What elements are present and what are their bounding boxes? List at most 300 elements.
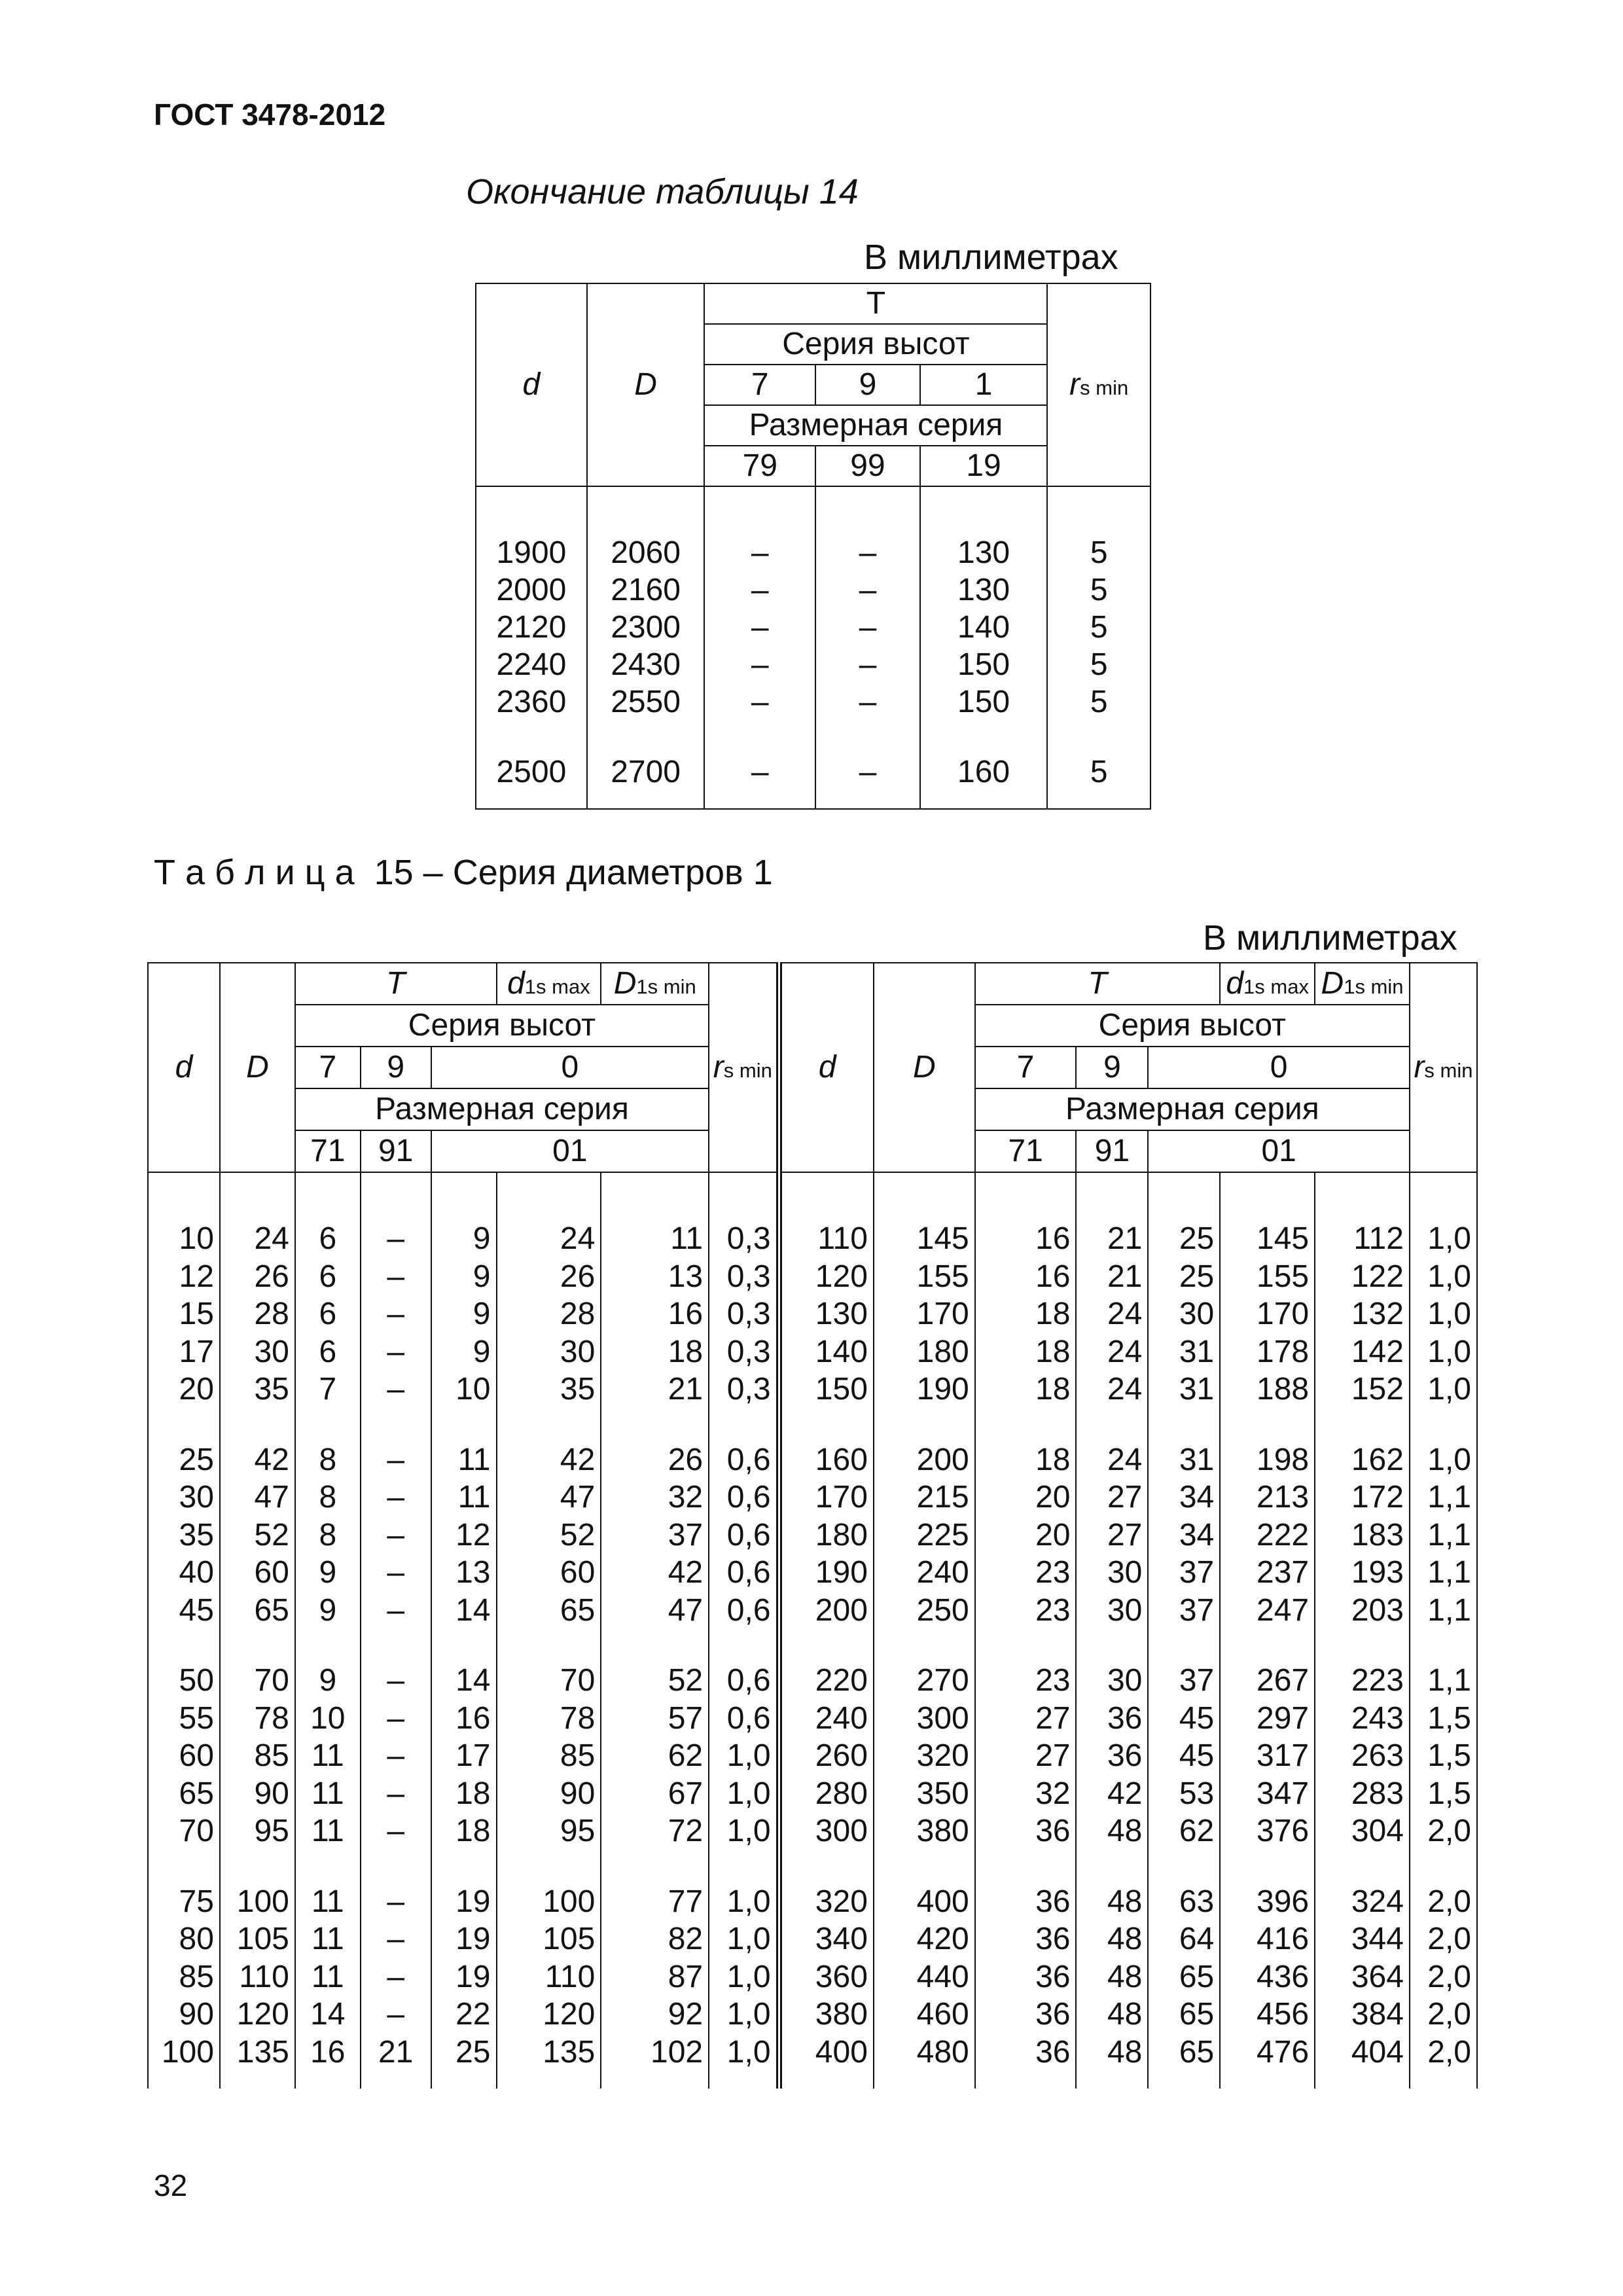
cell-value: 267 <box>1257 1663 1310 1698</box>
cell-value: 476 <box>1257 2034 1310 2070</box>
cell-value: 11 <box>457 1480 491 1515</box>
col-d-left <box>148 1172 220 2089</box>
cell-value: 122 <box>1351 1259 1404 1294</box>
cell-value: 140 <box>815 1334 868 1369</box>
cell-value: 1,0 <box>726 1959 771 1994</box>
cell-value: 85 <box>254 1738 289 1773</box>
cell-value: 21 <box>668 1372 704 1407</box>
cell-value: 27 <box>1035 1700 1071 1736</box>
cell-value: – <box>387 1221 405 1256</box>
cell-value: 350 <box>916 1776 969 1811</box>
cell-value: 1,5 <box>1427 1738 1471 1773</box>
header-r: rs min <box>1047 283 1150 486</box>
col-79 <box>704 486 815 809</box>
cell-value: 283 <box>1351 1776 1404 1811</box>
cell-value: 82 <box>668 1922 704 1956</box>
cell-value: 170 <box>916 1297 969 1331</box>
cell-value: – <box>387 1884 405 1919</box>
cell-value: 120 <box>236 1997 289 2032</box>
cell-value: – <box>387 1517 405 1552</box>
cell-value: 11 <box>311 1814 344 1848</box>
cell-value: 260 <box>815 1738 868 1773</box>
cell-value: 456 <box>1257 1997 1310 2032</box>
cell-value: 172 <box>1351 1480 1404 1515</box>
cell-value: 0,3 <box>726 1259 771 1294</box>
cell-value: 36 <box>1035 1959 1071 1994</box>
cell-value: 21 <box>378 2034 414 2070</box>
cell-value: 9 <box>473 1334 491 1369</box>
cell-value: 400 <box>916 1884 969 1919</box>
cell-value: 152 <box>1351 1372 1404 1407</box>
table-14 <box>475 283 1151 810</box>
cell-value: 5 <box>1090 573 1108 607</box>
cell-value: 0,6 <box>726 1480 771 1515</box>
col-t01-right <box>1148 1172 1220 2089</box>
cell-value: 183 <box>1351 1517 1404 1552</box>
cell-value: 16 <box>1035 1259 1071 1294</box>
cell-value: 150 <box>957 685 1010 719</box>
cell-value: 20 <box>1035 1517 1071 1552</box>
cell-value: – <box>387 1259 405 1294</box>
cell-value: 36 <box>1035 1997 1071 2032</box>
cell-value: 193 <box>1351 1555 1404 1590</box>
cell-value: 247 <box>1257 1592 1310 1628</box>
cell-value: 160 <box>957 755 1010 789</box>
cell-value: 52 <box>560 1517 596 1552</box>
cell-value: – <box>387 1700 405 1736</box>
cell-value: 120 <box>543 1997 596 2032</box>
cell-value: 55 <box>179 1700 214 1736</box>
cell-value: 70 <box>179 1814 214 1848</box>
cell-value: 213 <box>1257 1480 1310 1515</box>
cell-value: 1,5 <box>1427 1700 1471 1736</box>
cell-value: 140 <box>957 610 1010 645</box>
cell-value: 460 <box>916 1997 969 2032</box>
cell-value: 22 <box>455 1997 491 2032</box>
cell-value: 416 <box>1257 1922 1310 1956</box>
cell-value: 344 <box>1351 1922 1404 1956</box>
cell-value: 380 <box>815 1997 868 2032</box>
col-t91-right <box>1076 1172 1148 2089</box>
cell-value: – <box>859 535 877 570</box>
cell-value: 2700 <box>611 755 681 789</box>
cell-value: 30 <box>1179 1297 1215 1331</box>
cell-value: 30 <box>254 1334 289 1369</box>
cell-value: 27 <box>1035 1738 1071 1773</box>
cell-value: 36 <box>1035 1884 1071 1919</box>
cell-value: – <box>859 685 877 719</box>
cell-value: 0,6 <box>726 1663 771 1698</box>
cell-value: 5 <box>1090 610 1108 645</box>
cell-value: 10 <box>179 1221 214 1256</box>
cell-value: 6 <box>319 1221 337 1256</box>
cell-value: 32 <box>1035 1776 1071 1811</box>
cell-value: 11 <box>311 1776 344 1811</box>
cell-value: 188 <box>1257 1372 1310 1407</box>
cell-value: 384 <box>1351 1997 1404 2032</box>
cell-value: 85 <box>560 1738 596 1773</box>
table15-caption: Т а б л и ц а 15 – Серия диаметров 1 <box>154 853 773 892</box>
cell-value: 100 <box>161 2034 214 2070</box>
cell-value: 0,3 <box>726 1221 771 1256</box>
col-r-left <box>709 1172 779 2089</box>
cell-value: 120 <box>815 1259 868 1294</box>
cell-value: 198 <box>1257 1442 1310 1477</box>
cell-value: 105 <box>236 1922 289 1956</box>
cell-value: 57 <box>668 1700 704 1736</box>
cell-value: 2,0 <box>1427 1959 1471 1994</box>
cell-value: 14 <box>455 1663 491 1698</box>
cell-value: 40 <box>179 1555 214 1590</box>
cell-value: 145 <box>1257 1221 1310 1256</box>
cell-value: – <box>751 647 769 682</box>
cell-value: 105 <box>543 1922 596 1956</box>
cell-value: 95 <box>560 1814 596 1848</box>
cell-value: 25 <box>1179 1221 1215 1256</box>
cell-value: 19 <box>455 1884 491 1919</box>
cell-value: 178 <box>1257 1334 1310 1369</box>
header-hs-1: 7 <box>704 365 815 405</box>
cell-value: 24 <box>560 1221 596 1256</box>
cell-value: 12 <box>179 1259 214 1294</box>
cell-value: 48 <box>1107 1814 1143 1848</box>
header-dim-series-right: Размерная серия <box>975 1088 1410 1130</box>
cell-value: 0,6 <box>726 1700 771 1736</box>
col-d1-right <box>1220 1172 1315 2089</box>
cell-value: 34 <box>1179 1517 1215 1552</box>
cell-value: 23 <box>1035 1592 1071 1628</box>
header-T-left: T <box>295 963 497 1005</box>
header-ds-1: 79 <box>704 446 815 486</box>
cell-value: 110 <box>239 1959 289 1994</box>
cell-value: 480 <box>916 2034 969 2070</box>
cell-value: 14 <box>310 1997 346 2032</box>
cell-value: 1,1 <box>1427 1555 1471 1590</box>
header-hs-2: 9 <box>815 365 920 405</box>
cell-value: 13 <box>455 1555 491 1590</box>
cell-value: 1,0 <box>726 1814 771 1848</box>
cell-value: 64 <box>1179 1922 1215 1956</box>
cell-value: 23 <box>1035 1555 1071 1590</box>
header-hs-0-right: 0 <box>1148 1047 1410 1088</box>
cell-value: 45 <box>1179 1738 1215 1773</box>
cell-value: 18 <box>1035 1372 1071 1407</box>
cell-value: 47 <box>254 1480 289 1515</box>
cell-value: 23 <box>1035 1663 1071 1698</box>
cell-value: 26 <box>560 1259 596 1294</box>
header-r-left: rs min <box>709 963 779 1172</box>
cell-value: 50 <box>179 1663 214 1698</box>
cell-value: 130 <box>957 573 1010 607</box>
col-t71-left <box>295 1172 361 2089</box>
cell-value: 34 <box>1179 1480 1215 1515</box>
cell-value: 35 <box>179 1517 214 1552</box>
cell-value: 1,0 <box>1427 1297 1471 1331</box>
header-ds-91-left: 91 <box>361 1130 431 1172</box>
cell-value: 145 <box>916 1221 969 1256</box>
cell-value: – <box>751 573 769 607</box>
cell-value: 62 <box>1179 1814 1215 1848</box>
header-dim-series: Размерная серия <box>704 405 1047 446</box>
cell-value: 37 <box>1179 1592 1215 1628</box>
cell-value: 190 <box>916 1372 969 1407</box>
cell-value: – <box>387 1959 405 1994</box>
header-d: d <box>476 283 587 486</box>
cell-value: 70 <box>560 1663 596 1698</box>
cell-value: 8 <box>319 1442 337 1477</box>
cell-value: 28 <box>560 1297 596 1331</box>
cell-value: 7 <box>319 1372 337 1407</box>
cell-value: 18 <box>1035 1297 1071 1331</box>
cell-value: 304 <box>1351 1814 1404 1848</box>
header-hs-9-right: 9 <box>1076 1047 1148 1088</box>
col-t91-left <box>361 1172 431 2089</box>
cell-value: – <box>751 610 769 645</box>
cell-value: 420 <box>916 1922 969 1956</box>
cell-value: 65 <box>1179 2034 1215 2070</box>
header-ds-01-right: 01 <box>1148 1130 1410 1172</box>
cell-value: 324 <box>1351 1884 1404 1919</box>
cell-value: 48 <box>1107 2034 1143 2070</box>
cell-value: 24 <box>1107 1442 1143 1477</box>
header-dim-series-left: Размерная серия <box>295 1088 709 1130</box>
cell-value: – <box>859 647 877 682</box>
cell-value: 27 <box>1107 1517 1143 1552</box>
cell-value: 37 <box>668 1517 704 1552</box>
header-hs-3: 1 <box>920 365 1048 405</box>
cell-value: – <box>387 1297 405 1331</box>
cell-value: 9 <box>473 1221 491 1256</box>
cell-value: 25 <box>1179 1259 1215 1294</box>
cell-value: 376 <box>1257 1814 1310 1848</box>
header-ds-71-left: 71 <box>295 1130 361 1172</box>
cell-value: 8 <box>319 1517 337 1552</box>
header-D-left: D <box>220 963 295 1172</box>
cell-value: – <box>859 610 877 645</box>
cell-value: 436 <box>1257 1959 1310 1994</box>
cell-value: 25 <box>455 2034 491 2070</box>
cell-value: 100 <box>236 1884 289 1919</box>
header-d1-left: d1s max <box>497 963 601 1005</box>
cell-value: 87 <box>668 1959 704 1994</box>
cell-value: 2,0 <box>1427 1884 1471 1919</box>
cell-value: 0,6 <box>726 1555 771 1590</box>
cell-value: 19 <box>455 1959 491 1994</box>
cell-value: – <box>387 1442 405 1477</box>
header-hs-9-left: 9 <box>361 1047 431 1088</box>
cell-value: 26 <box>254 1259 289 1294</box>
cell-value: 360 <box>815 1959 868 1994</box>
cell-value: 9 <box>473 1259 491 1294</box>
cell-value: 150 <box>957 647 1010 682</box>
cell-value: 16 <box>1035 1221 1071 1256</box>
cell-value: 1,0 <box>1427 1334 1471 1369</box>
cell-value: 28 <box>254 1297 289 1331</box>
cell-value: 10 <box>310 1700 346 1736</box>
cell-value: 42 <box>1107 1776 1143 1811</box>
cell-value: 12 <box>455 1517 491 1552</box>
cell-value: 25 <box>179 1442 214 1477</box>
cell-value: 300 <box>916 1700 969 1736</box>
cell-value: 11 <box>670 1221 704 1256</box>
header-d1-right: d1s max <box>1220 963 1315 1005</box>
col-D-right <box>874 1172 975 2089</box>
cell-value: 1,5 <box>1427 1776 1471 1811</box>
cell-value: 1,0 <box>1427 1259 1471 1294</box>
cell-value: – <box>387 1480 405 1515</box>
cell-value: – <box>751 535 769 570</box>
header-ds-3: 19 <box>920 446 1048 486</box>
cell-value: – <box>387 1663 405 1698</box>
cell-value: 400 <box>815 2034 868 2070</box>
header-d-left: d <box>148 963 220 1172</box>
cell-value: 2430 <box>611 647 681 682</box>
cell-value: 0,6 <box>726 1592 771 1628</box>
cell-value: 6 <box>319 1259 337 1294</box>
cell-value: 18 <box>668 1334 704 1369</box>
cell-value: 0,3 <box>726 1297 771 1331</box>
cell-value: 47 <box>560 1480 596 1515</box>
cell-value: 30 <box>1107 1555 1143 1590</box>
cell-value: 5 <box>1090 685 1108 719</box>
cell-value: 2360 <box>496 685 567 719</box>
cell-value: 347 <box>1257 1776 1310 1811</box>
cell-value: 170 <box>1257 1297 1310 1331</box>
cell-value: 340 <box>815 1922 868 1956</box>
table15-units: В миллиметрах <box>1203 918 1457 958</box>
cell-value: 2300 <box>611 610 681 645</box>
cell-value: 100 <box>543 1884 596 1919</box>
cell-value: 9 <box>319 1663 337 1698</box>
document-id: ГОСТ 3478-2012 <box>154 98 386 132</box>
cell-value: 31 <box>1179 1334 1215 1369</box>
cell-value: 297 <box>1257 1700 1310 1736</box>
header-D1-right: D1s min <box>1315 963 1410 1005</box>
header-D: D <box>587 283 705 486</box>
header-D-right: D <box>874 963 975 1172</box>
cell-value: 60 <box>560 1555 596 1590</box>
cell-value: 72 <box>668 1814 704 1848</box>
cell-value: 11 <box>311 1959 344 1994</box>
cell-value: 36 <box>1107 1700 1143 1736</box>
cell-value: 90 <box>560 1776 596 1811</box>
cell-value: 1,0 <box>726 1738 771 1773</box>
cell-value: 240 <box>815 1700 868 1736</box>
cell-value: 364 <box>1351 1959 1404 1994</box>
cell-value: 215 <box>916 1480 969 1515</box>
cell-value: 1,0 <box>1427 1372 1471 1407</box>
cell-value: 2240 <box>496 647 567 682</box>
cell-value: 30 <box>179 1480 214 1515</box>
col-D-left <box>220 1172 295 2089</box>
cell-value: 60 <box>179 1738 214 1773</box>
cell-value: 2,0 <box>1427 1997 1471 2032</box>
cell-value: 180 <box>916 1334 969 1369</box>
cell-value: 223 <box>1351 1663 1404 1698</box>
table-15 <box>147 962 1478 2089</box>
cell-value: 30 <box>560 1334 596 1369</box>
cell-value: 5 <box>1090 535 1108 570</box>
cell-value: 110 <box>544 1959 596 1994</box>
cell-value: – <box>387 1738 405 1773</box>
cell-value: 11 <box>311 1738 344 1773</box>
header-hs-7-left: 7 <box>295 1047 361 1088</box>
cell-value: 65 <box>1179 1997 1215 2032</box>
cell-value: 30 <box>1107 1663 1143 1698</box>
cell-value: 1900 <box>496 535 567 570</box>
cell-value: 1,0 <box>726 2034 771 2070</box>
header-D1-left: D1s min <box>601 963 709 1005</box>
cell-value: 35 <box>254 1372 289 1407</box>
header-ds-71-right: 71 <box>975 1130 1077 1172</box>
cell-value: 8 <box>319 1480 337 1515</box>
cell-value: 155 <box>1257 1259 1310 1294</box>
header-ds-91-right: 91 <box>1076 1130 1148 1172</box>
cell-value: 380 <box>916 1814 969 1848</box>
cell-value: 36 <box>1035 2034 1071 2070</box>
cell-value: 20 <box>179 1372 214 1407</box>
cell-value: 132 <box>1351 1297 1404 1331</box>
header-d-right: d <box>779 963 874 1172</box>
cell-value: 92 <box>668 1997 704 2032</box>
cell-value: 160 <box>815 1442 868 1477</box>
cell-value: 60 <box>254 1555 289 1590</box>
cell-value: 203 <box>1351 1592 1404 1628</box>
cell-value: 36 <box>1035 1922 1071 1956</box>
cell-value: 14 <box>455 1592 491 1628</box>
col-D1-right <box>1315 1172 1410 2089</box>
cell-value: 65 <box>1179 1959 1215 1994</box>
cell-value: 37 <box>1179 1663 1215 1698</box>
col-t71-right <box>975 1172 1077 2089</box>
cell-value: 162 <box>1351 1442 1404 1477</box>
cell-value: 2160 <box>611 573 681 607</box>
header-r-right: rs min <box>1410 963 1477 1172</box>
cell-value: 11 <box>311 1884 344 1919</box>
cell-value: – <box>387 1372 405 1407</box>
cell-value: 67 <box>668 1776 704 1811</box>
cell-value: – <box>387 1997 405 2032</box>
col-t01-left <box>431 1172 497 2089</box>
cell-value: 24 <box>1107 1297 1143 1331</box>
cell-value: 13 <box>668 1259 704 1294</box>
cell-value: – <box>859 573 877 607</box>
cell-value: 45 <box>179 1592 214 1628</box>
cell-value: 0,6 <box>726 1517 771 1552</box>
cell-value: 200 <box>916 1442 969 1477</box>
cell-value: 130 <box>815 1297 868 1331</box>
cell-value: 190 <box>815 1555 868 1590</box>
cell-value: 16 <box>455 1700 491 1736</box>
cell-value: 110 <box>817 1221 868 1256</box>
cell-value: 6 <box>319 1297 337 1331</box>
cell-value: 5 <box>1090 647 1108 682</box>
cell-value: 320 <box>815 1884 868 1919</box>
cell-value: 1,0 <box>726 1997 771 2032</box>
cell-value: 52 <box>254 1517 289 1552</box>
cell-value: 280 <box>815 1776 868 1811</box>
cell-value: 10 <box>455 1372 491 1407</box>
header-height-series-right: Серия высот <box>975 1005 1410 1047</box>
cell-value: 0,3 <box>726 1372 771 1407</box>
col-d <box>476 486 587 809</box>
cell-value: 47 <box>668 1592 704 1628</box>
cell-value: 243 <box>1351 1700 1404 1736</box>
cell-value: 0,3 <box>726 1334 771 1369</box>
col-d-right <box>779 1172 874 2089</box>
cell-value: 2,0 <box>1427 1814 1471 1848</box>
cell-value: 18 <box>455 1776 491 1811</box>
